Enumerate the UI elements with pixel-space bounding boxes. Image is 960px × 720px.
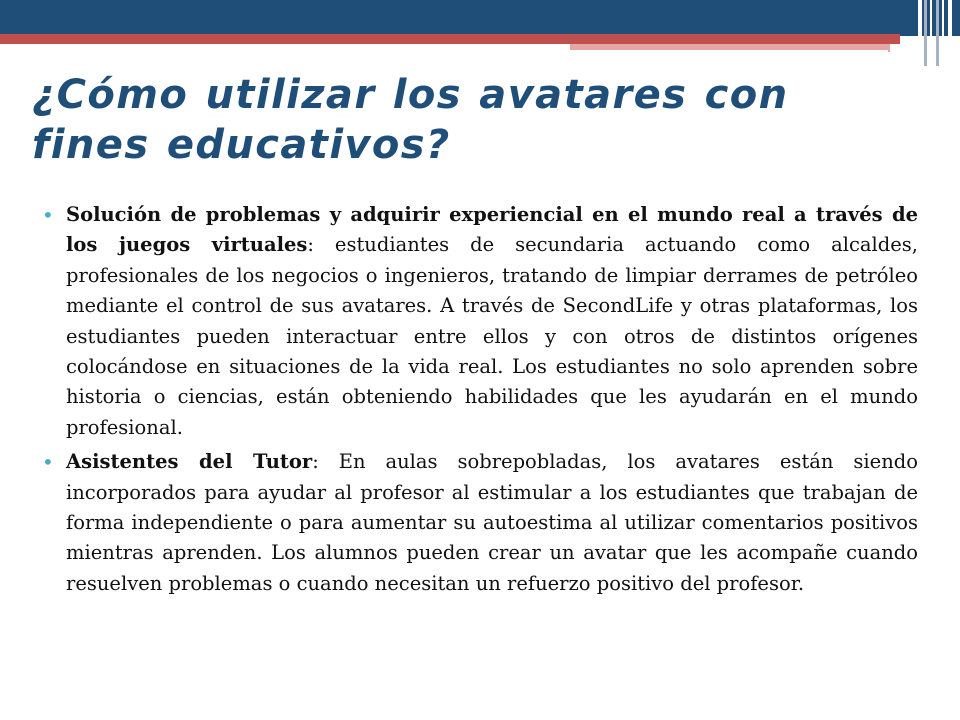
header-stripe <box>918 0 922 66</box>
slide-title: ¿Cómo utilizar los avatares con fines educativos? <box>32 72 789 168</box>
header-stripe <box>936 0 939 66</box>
bullet-item <box>40 200 918 443</box>
header-stripe <box>924 0 927 66</box>
header-stripe <box>942 0 944 66</box>
bullet-text: : estudiantes de secundaria actuando como alcaldes, profesionales de los negocios o ingenieros, tratando de limpiar derrames de petróleo mediante el control de sus avatares. A través de SecondLife y otras plataformas, los estudiantes pueden interactuar entre ellos y con otros de distintos orígenes colocándose en situaciones de la vida real. Los estudiantes no solo aprenden sobre historia o ciencias, están obteniendo habilidades que les ayudarán en el mundo profesional. <box>66 233 918 439</box>
header-stripe <box>948 0 952 66</box>
header-stripe <box>930 0 932 66</box>
slide-content <box>40 200 918 603</box>
bullet-icon: • <box>42 450 54 475</box>
bullet-text: : En aulas sobrepobladas, los avatares están siendo incorporados para ayudar al profesor al estimular a los estudiantes que trabajan de forma independiente o para aumentar su autoestima al utilizar comentarios positivos mientras aprenden. Los alumnos pueden crear un avatar que les acompañe cuando resuelven problemas o cuando necesitan un refuerzo positivo del profesor. <box>66 450 918 595</box>
bullet-list <box>40 200 918 599</box>
bullet-lead: Asistentes del Tutor <box>66 450 313 474</box>
bullet-item <box>40 447 918 599</box>
header-band-red <box>0 34 900 44</box>
header-band-blue <box>0 0 960 36</box>
bullet-lead: Solución de problemas y adquirir experiencial en el mundo real a través de los juegos virtuales <box>66 203 918 257</box>
header-band-line <box>570 50 888 52</box>
bullet-icon: • <box>42 203 54 227</box>
